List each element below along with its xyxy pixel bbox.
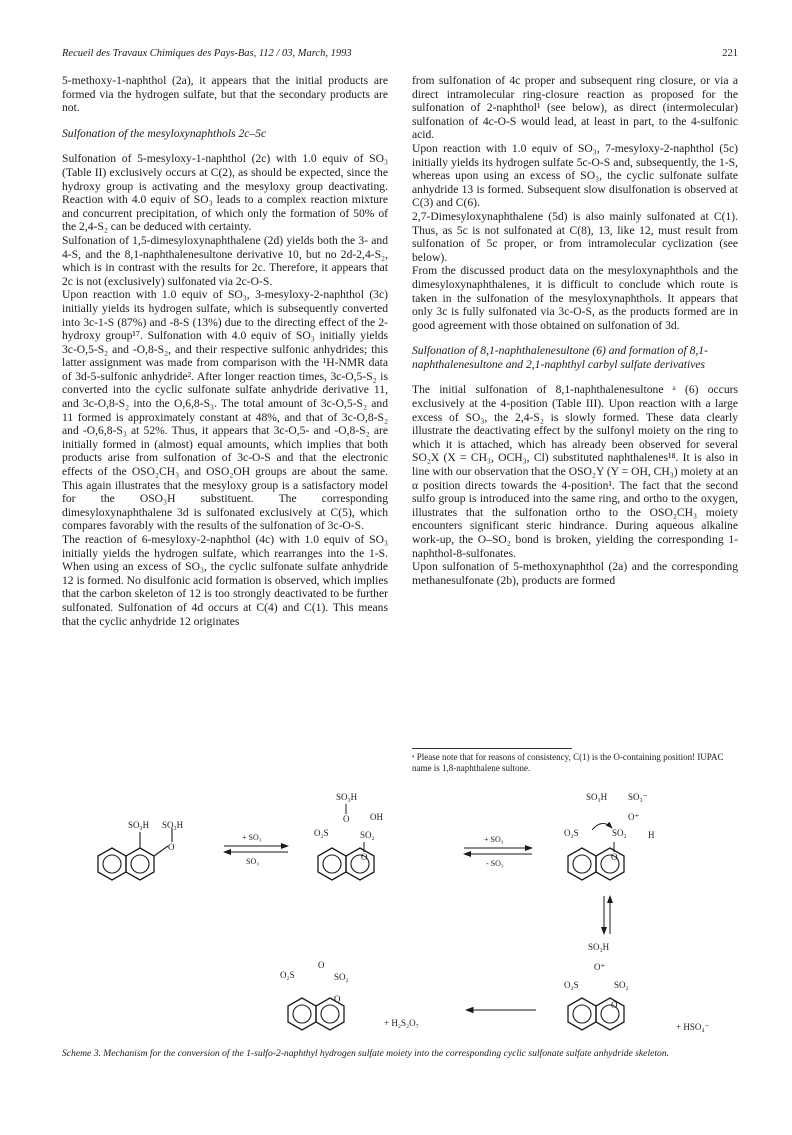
so2-label: SO₂ — [614, 980, 629, 990]
so3h-label: SO₃H — [336, 792, 358, 802]
so3h-label: SO₃H — [586, 792, 608, 802]
oh-label: OH — [370, 812, 383, 822]
page-number: 221 — [722, 48, 738, 59]
arrow-2-byproduct: - SO₃ — [486, 859, 504, 868]
footnote-divider — [412, 748, 572, 749]
oxygen-label: O — [343, 814, 350, 824]
paragraph: From the discussed product data on the mesyloxynaphthols and the dimesyloxynaphthalenes, it is difficult to conclude which route is taken in the sulfonation of the mesyloxynaphthols. It appears that only 3c is fully sulfonated via 3c-O-S, as the products formed are in good agreement with those obtained on sulfonation of 3d. — [412, 264, 738, 332]
o2s-label: O₂S — [564, 980, 579, 990]
oxygen-label: O — [361, 852, 368, 862]
oxygen-label: O — [334, 994, 341, 1004]
arrow-1-reagent: + SO₃ — [242, 833, 262, 842]
paragraph: from sulfonation of 4c proper and subsequent ring closure, or via a direct intramolecular ring-closure reaction as proposed for the sulfonation of 2-naphthol¹ (see below), as direct (intermolecular) sulfonation of 4c-O-S would lead, at least in part, to the 4-sulfonic acid. — [412, 74, 738, 142]
molecule-3 — [564, 792, 655, 880]
footnote: ᵃ Please note that for reasons of consistency, C(1) is the O-containing position! IUPAC name is 1,8-naphthalene sultone. — [412, 752, 724, 773]
paragraph: The initial sulfonation of 8,1-naphthalenesultone ᵃ (6) occurs exclusively at the 4-position (Table III). Upon reaction with a large excess of SO₃, the 2,4-S₂ is slowly formed. These data clearly illustrate the deactivating effect by the sulfonyl moiety on the ring to which it is attached, which has already been observed for several SO₂X (X = CH₃, OCH₃, Cl) substituted naphthalenes¹⁸. It is also in line with our observation that the OSO₂Y (Y = OH, CH₃) moiety at an α position directs towards the 4-position¹. The fact that the second sulfo group is introduced into the same ring, and ortho to the oxygen, illustrates that the sulfonation ortho to the OSO₂CH₃ moiety encounters significant steric hindrance. During aqueous alkaline work-up, the O–SO₂ bond is broken, yielding the corresponding 1-naphthol-8-sulfonates. — [412, 383, 738, 560]
arrow-1-byproduct: SO₃ — [246, 857, 260, 866]
left-column — [62, 74, 388, 628]
paragraph: Upon reaction with 1.0 equiv of SO₃, 7-mesyloxy-2-naphthol (5c) initially yields its hydrogen sulfate 5c-O-S and, subsequently, the 1-S, whereas upon using an excess of SO₃, the cyclic sulfonate sulfate anhydride 13 is formed. Subsequent slow disulfonation is observed at C(3) and C(6). — [412, 141, 738, 210]
reaction-scheme — [56, 784, 746, 1044]
so3h-label: SO₃H — [588, 942, 610, 952]
o2s-label: O₂S — [314, 828, 329, 838]
so2-label: SO₂ — [334, 972, 349, 982]
section-heading: Sulfonation of the mesyloxynaphthols 2c–5c — [62, 126, 267, 140]
page-header — [62, 48, 738, 64]
so3h-label: SO₃H — [162, 820, 184, 830]
paragraph: Sulfonation of 1,5-dimesyloxynaphthalene (2d) yields both the 3- and 4-S, and the 8,1-naphthalenesultone derivative 10, but no 2d-2,4-S₂, which is in contrast with the results for 2c. Therefore, it appears that 2c is not (exclusively) sulfonated via 2c-O-S. — [62, 233, 388, 288]
paragraph: Upon reaction with 1.0 equiv of SO₃, 3-mesyloxy-2-naphthol (3c) initially yields its hydrogen sulfate, which is subsequently converted into 3c-1-S (87%) and -8-S (13%) due to the directing effect of the 2-hydroxy group¹⁷. Sulfonation with 4.0 equiv of SO₃ initially yields 3c-O,5-S₂ and -O,8-S₂, and their respective sulfonic anhydrides; this latter assignment was made from comparison with the ¹H-NMR data of 3d-5-sulfonic anhydride². After longer reaction times, 3c-O,5-S₂ is converted into the cyclic sulfonate sulfate anhydride derivative 11, and 3c-O,8-S₂ into the O,6,8-S₃. The total amount of 3c-O,5-S₂ and 11 formed is approximately constant at 48%, and that of 3c-O,8-S₂ and -O,6,8-S₃ at 52%. Thus, it appears that 3c-O,5- and -O,8-S₂ are initially formed in (almost) equal amounts, which implies that both products arise from sulfonation of 3c-O-S and that the electronic effects of the OSO₂CH₃ and OSO₂OH groups are about the same. This again illustrates that the mesyloxy group is a satisfactory model for the OSO₃H substituent. The corresponding dimesyloxynaphthalene 3d is sulfonated exclusively at C(5), which compares favorably with the results of the sulfonation of 3c-O-S. — [62, 288, 388, 533]
paragraph: Sulfonation of 5-mesyloxy-1-naphthol (2c) with 1.0 equiv of SO₃ (Table II) exclusively occurs at C(2), as should be expected, since the hydroxy group is activating and the mesyloxy group deactivating. Reaction with 4.0 equiv of SO₃ leads to a complex reaction mixture and concurrent precipitation, of which only the formation of 50% of the 2,4-S₂ can be deduced with certainty. — [62, 152, 388, 234]
paragraph: The reaction of 6-mesyloxy-2-naphthol (4c) with 1.0 equiv of SO₃ initially yields the hydrogen sulfate, which rearranges into the 1-S. When using an excess of SO₃, the cyclic sulfonate sulfate anhydride 12 is formed. No disulfonic acid formation is observed, which implies that the carbon skeleton of 12 is too strongly deactivated to be further sulfonated. Sulfonation of 4d occurs at C(4) and C(1). This means that the cyclic anhydride 12 originates — [62, 533, 388, 628]
paragraph: 5-methoxy-1-naphthol (2a), it appears that the initial products are formed via the hydrogen sulfate, but that the secondary products are not. — [62, 74, 388, 115]
paragraph: 2,7-Dimesyloxynaphthalene (5d) is also mainly sulfonated at C(1). Thus, as 5c is not sulfonated at C(8), 13, like 12, must result from sulfonation of 5c proper, or from intramolecular cyclization (see below). — [412, 209, 738, 264]
oxonium-label: O⁺ — [594, 962, 606, 972]
oxonium-label: O⁺ — [628, 812, 640, 822]
oxygen-label: O — [611, 1000, 618, 1010]
molecule-5 — [280, 960, 419, 1030]
molecule-2 — [314, 792, 383, 880]
right-column — [412, 74, 738, 587]
arrow-3 — [604, 896, 610, 934]
paragraph: Upon sulfonation of 5-methoxynaphthol (2a) and the corresponding methanesulfonate (2b), products are formed — [412, 560, 738, 587]
so3-minus-label: SO₃⁻ — [628, 792, 648, 802]
oxygen-label: O — [318, 960, 325, 970]
oxygen-label: O — [168, 842, 175, 852]
journal-citation: Recueil des Travaux Chimiques des Pays-Bas, 112 / 03, March, 1993 — [62, 48, 352, 59]
hydrogen-label: H — [648, 830, 655, 840]
arrow-2-reagent: + SO₃ — [484, 835, 504, 844]
molecule-1 — [98, 820, 184, 880]
so2-label: SO₂ — [360, 830, 375, 840]
coproduct-label: + H₂S₂O₇ — [384, 1018, 419, 1028]
o2s-label: O₂S — [280, 970, 295, 980]
byproduct-label: + HSO₄⁻ — [676, 1022, 710, 1032]
section-heading: Sulfonation of 8,1-naphthalenesultone (6) and formation of 8,1-naphthalenesultone and 2,1-naphthyl carbyl sulfate derivatives — [412, 344, 708, 371]
molecule-4 — [564, 942, 709, 1032]
scheme-drawing — [56, 784, 746, 1044]
oxygen-label: O — [611, 852, 618, 862]
arrow-1 — [224, 833, 288, 866]
so3h-label: SO₃H — [128, 820, 150, 830]
arrow-2 — [464, 835, 532, 868]
o2s-label: O₂S — [564, 828, 579, 838]
scheme-caption: Scheme 3. Mechanism for the conversion of the 1-sulfo-2-naphthyl hydrogen sulfate moiety into the corresponding cyclic sulfonate sulfate anhydride skeleton. — [62, 1048, 670, 1059]
so2-label: SO₂ — [612, 828, 627, 838]
